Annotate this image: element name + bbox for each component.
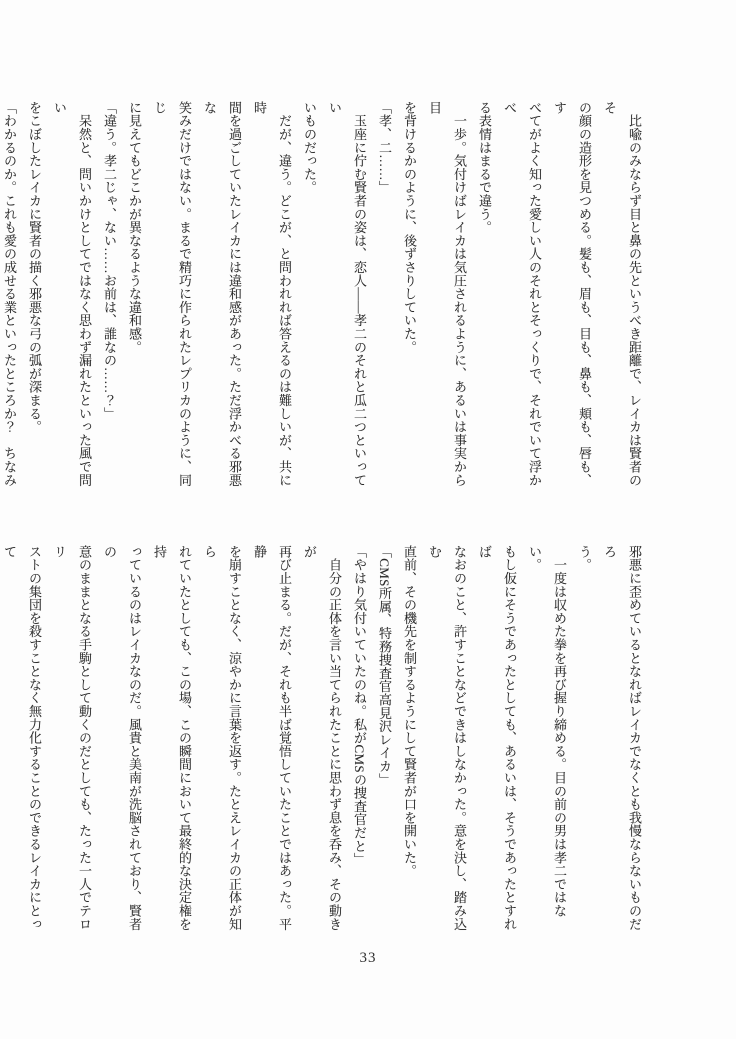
text-line: の顔の造形を見つめる。髪も、眉も、目も、鼻も、頬も、唇も、す (552, 101, 592, 487)
text-line: 自分の正体を言い当てられたことに思わず息を呑み、その動きが (302, 545, 342, 931)
text-line: を背けるかのように、後ずさりしていた。 (402, 101, 417, 354)
text-line: ストの集団を殺すことなく無力化することのできるレイカにとって (2, 545, 42, 931)
text-line: もし仮にそうであったとしても、あるいは、そうであったとすれば (477, 545, 517, 931)
text-line: 「やはり気付いていたのね。私がCMSの捜査官だと」 (352, 545, 367, 866)
text-line: 一度は収めた拳を再び握り締める。目の前の男は孝二ではない。 (527, 545, 567, 918)
text-line: 「孝、二……」 (377, 101, 392, 195)
text-line: なおのこと、許すことなどできはしなかった。意を決し、踏み込む (427, 545, 467, 931)
text-line: べてがよく知った愛しい人のそれとそっくりで、それでいて浮かべ (502, 101, 542, 487)
text-line: 笑みだけではない。まるで精巧に作られたレプリカのように、同じ (152, 101, 192, 487)
novel-text-top-block (2, 101, 647, 491)
page-number: 33 (359, 950, 377, 966)
text-line: っているのはレイカなのだ。風貴と美南が洗脳されており、賢者の (102, 545, 142, 931)
text-line: を崩すことなく、涼やかに言葉を返す。たとえレイカの正体が知ら (202, 545, 242, 931)
text-line: 意のままとなる手駒として動くのだとしても、たった一人でテロリ (52, 545, 92, 931)
text-line: 「CMS所属、特務捜査官高見沢レイカ」 (377, 545, 392, 787)
text-line: う。 (577, 545, 592, 572)
text-line: だが、違う。どこが、と問われれば答えるのは難しいが、共に時 (252, 101, 292, 487)
text-line: 玉座に佇む賢者の姿は、恋人――孝二のそれと瓜二つといってい (327, 101, 367, 487)
text-line: 呆然と、問いかけとしてではなく思わず漏れたといった風で問い (52, 101, 92, 487)
text-line: れていたとしても、この場、この瞬間において最終的な決定権を持 (152, 545, 192, 931)
text-line: る表情はまるで違う。 (477, 101, 492, 234)
text-line: いものだった。 (302, 101, 317, 195)
text-line: 再び止まる。だが、それも半ば覚悟していたことではあった。平静 (252, 545, 292, 931)
text-line: 「違う。孝二じゃ、ない……お前は、誰なの……？」 (102, 101, 117, 421)
text-line: に見えてもどこかが異なるような違和感。 (127, 101, 142, 354)
novel-text-bottom-block (2, 545, 647, 935)
text-line: 一歩。気付けばレイカは気圧されるように、あるいは事実から目 (427, 101, 467, 487)
text-line: 「わかるのか。これも愛の成せる業といったところか？ ちなみ (2, 101, 17, 487)
text-line: 比喩のみならず目と鼻の先というべき距離で、レイカは賢者のそ (602, 101, 642, 487)
text-line: 間を過ごしていたレイカには違和感があった。ただ浮かべる邪悪な (202, 101, 242, 487)
text-line: 邪悪に歪めているとなればレイカでなくとも我慢ならないものだろ (602, 545, 642, 931)
text-line: をこぼしたレイカに賢者の描く邪悪な弓の弧が深まる。 (27, 101, 42, 434)
text-line: 直前、その機先を制するようにして賢者が口を開いた。 (402, 545, 417, 878)
